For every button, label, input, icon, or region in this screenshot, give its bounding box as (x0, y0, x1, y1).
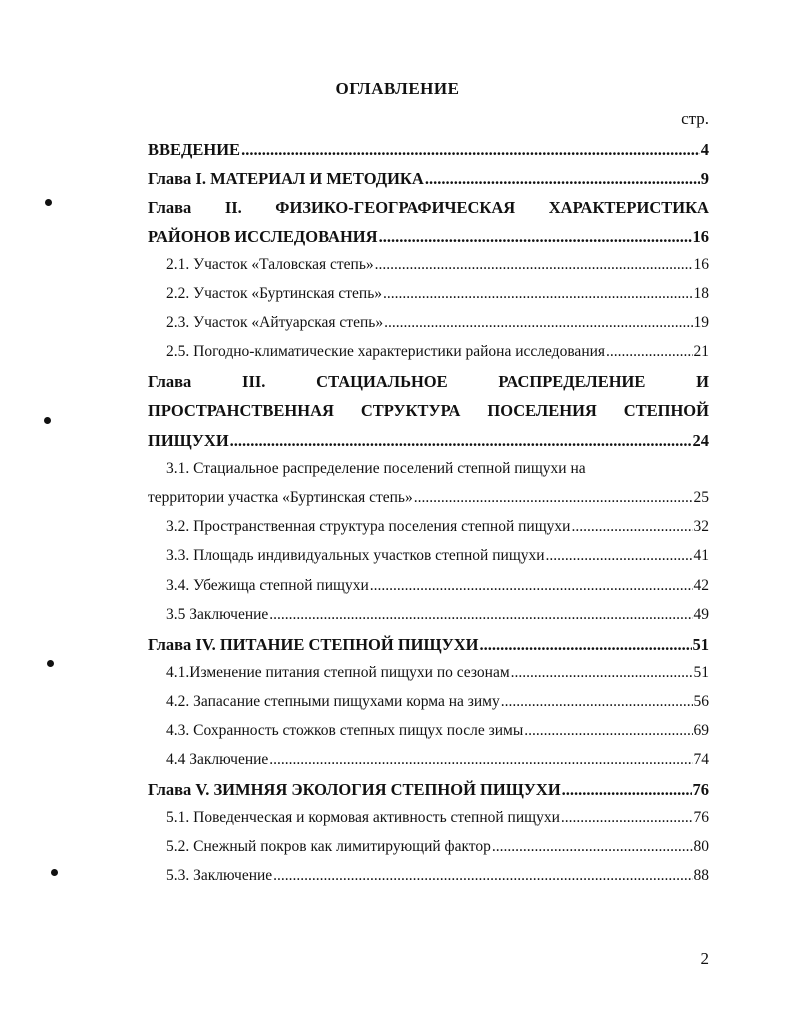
toc-entry-page: 24 (692, 431, 709, 450)
leader-dots (230, 431, 692, 451)
toc-word: СТАЦИАЛЬНОЕ (316, 372, 448, 391)
toc-entry-text: 2.3. Участок «Айтуарская степь» (166, 314, 384, 331)
toc-entry-chapter-3[interactable] (148, 431, 709, 453)
toc-entry-text: Глава I. МАТЕРИАЛ И МЕТОДИКА (148, 169, 424, 188)
toc-entry-page: 25 (693, 489, 709, 506)
leader-dots (480, 635, 692, 655)
toc-word: Глава (148, 372, 192, 391)
toc-entry-page: 16 (692, 227, 709, 246)
leader-dots (370, 577, 693, 595)
toc-entry-text: Глава IV. ПИТАНИЕ СТЕПНОЙ ПИЩУХИ (148, 635, 479, 654)
leader-dots (269, 606, 692, 624)
toc-entry-page: 51 (692, 635, 709, 654)
leader-dots (562, 780, 692, 800)
toc-entry-text: 3.1. Стациальное распределение поселений степной пищухи на (166, 460, 586, 477)
toc-entry-page: 69 (693, 722, 709, 739)
toc-word: РАСПРЕДЕЛЕНИЕ (498, 372, 646, 391)
leader-dots (379, 227, 692, 247)
toc-word: ПОСЕЛЕНИЯ (487, 401, 597, 420)
toc-word: И (696, 372, 709, 391)
toc-entry-page: 41 (693, 547, 709, 564)
toc-entry-page: 32 (693, 518, 709, 535)
toc-word: II. (224, 198, 242, 217)
toc-subentry[interactable] (166, 751, 709, 773)
binder-hole-mark (45, 199, 52, 206)
toc-entry-text: территории участка «Буртинская степь» (148, 489, 413, 506)
toc-subentry[interactable] (166, 285, 709, 307)
toc-entry-page: 16 (693, 256, 709, 273)
toc-entry-text: 5.1. Поведенческая и кормовая активность степной пищухи (166, 809, 560, 826)
toc-word: III. (242, 372, 266, 391)
page-column-label: стр. (681, 109, 709, 128)
toc-subentry[interactable] (166, 664, 709, 686)
leader-dots (501, 693, 693, 711)
toc-entry-chapter-2[interactable] (148, 227, 709, 249)
toc-subentry[interactable] (166, 256, 709, 278)
toc-subentry[interactable] (166, 577, 709, 599)
toc-subentry[interactable] (166, 722, 709, 744)
leader-dots (269, 751, 692, 769)
toc-entry-text: 3.3. Площадь индивидуальных участков степной пищухи (166, 547, 545, 564)
toc-entry-text: 3.4. Убежища степной пищухи (166, 577, 369, 594)
toc-subentry[interactable] (166, 693, 709, 715)
leader-dots (561, 809, 693, 827)
page-number: 2 (700, 949, 709, 968)
toc-subentry[interactable] (166, 547, 709, 569)
leader-dots (606, 343, 692, 361)
toc-subentry[interactable] (166, 518, 709, 540)
leader-dots (571, 518, 692, 536)
leader-dots (241, 140, 700, 160)
binder-hole-mark (47, 660, 54, 667)
toc-subentry[interactable] (166, 314, 709, 336)
toc-entry-text: 2.1. Участок «Таловская степь» (166, 256, 374, 273)
toc-word: СТЕПНОЙ (623, 401, 709, 420)
toc-chapter-2-line-1[interactable] (148, 198, 709, 220)
toc-entry-page: 4 (700, 140, 709, 159)
toc-entry-page: 42 (693, 577, 709, 594)
toc-entry-text: 4.4 Заключение (166, 751, 269, 768)
toc-entry-text: 3.5 Заключение (166, 606, 269, 623)
toc-title: ОГЛАВЛЕНИЕ (335, 79, 460, 98)
toc-entry-page: 88 (693, 867, 709, 884)
toc-entry-text: 4.1.Изменение питания степной пищухи по сезонам (166, 664, 510, 681)
toc-entry-page: 56 (693, 693, 709, 710)
toc-entry-page: 9 (700, 169, 709, 188)
toc-entry-text: 2.2. Участок «Буртинская степь» (166, 285, 383, 302)
toc-entry-text: 4.2. Запасание степными пищухами корма на зиму (166, 693, 500, 710)
toc-entry-text: РАЙОНОВ ИССЛЕДОВАНИЯ (148, 227, 378, 246)
toc-word: ФИЗИКО-ГЕОГРАФИЧЕСКАЯ (275, 198, 516, 217)
toc-entry-text: 2.5. Погодно-климатические характеристики района исследования (166, 343, 606, 360)
leader-dots (492, 838, 693, 856)
toc-subentry-3-1-line-2[interactable] (148, 489, 709, 511)
toc-entry-chapter-1[interactable] (148, 169, 709, 191)
toc-word: ХАРАКТЕРИСТИКА (548, 198, 709, 217)
toc-entry-chapter-4[interactable] (148, 635, 709, 657)
leader-dots (273, 867, 692, 885)
toc-entry-page: 51 (693, 664, 709, 681)
toc-word: Глава (148, 198, 192, 217)
toc-subentry[interactable] (166, 606, 709, 628)
toc-entry-text: 5.3. Заключение (166, 867, 273, 884)
toc-word: ПРОСТРАНСТВЕННАЯ (148, 401, 334, 420)
toc-entry-page: 49 (693, 606, 709, 623)
toc-entry-text: ВВЕДЕНИЕ (148, 140, 241, 159)
toc-entry-page: 21 (693, 343, 709, 360)
leader-dots (383, 285, 692, 303)
binder-hole-mark (44, 417, 51, 424)
toc-subentry[interactable] (166, 838, 709, 860)
toc-entry-text: 5.2. Снежный покров как лимитирующий фактор (166, 838, 491, 855)
toc-entry-page: 18 (693, 285, 709, 302)
toc-word: СТРУКТУРА (360, 401, 461, 420)
toc-subentry[interactable] (166, 867, 709, 889)
leader-dots (375, 256, 693, 274)
toc-entry-page: 74 (693, 751, 709, 768)
toc-entry-text: Глава V. ЗИМНЯЯ ЭКОЛОГИЯ СТЕПНОЙ ПИЩУХИ (148, 780, 561, 799)
leader-dots (384, 314, 692, 332)
toc-subentry[interactable] (166, 809, 709, 831)
leader-dots (546, 547, 693, 565)
leader-dots (425, 169, 700, 189)
toc-entry-text: 3.2. Пространственная структура поселения степной пищухи (166, 518, 571, 535)
toc-entry-text: 4.3. Сохранность стожков степных пищух после зимы (166, 722, 524, 739)
toc-entry-chapter-5[interactable] (148, 780, 709, 802)
toc-chapter-3-line-2[interactable] (148, 401, 709, 423)
toc-chapter-3-line-1[interactable] (148, 372, 709, 394)
leader-dots (524, 722, 692, 740)
toc-entry-page: 19 (693, 314, 709, 331)
toc-entry-text: ПИЩУХИ (148, 431, 229, 450)
toc-subentry-3-1-line-1[interactable] (166, 460, 709, 482)
binder-hole-mark (51, 869, 58, 876)
toc-entry-page: 76 (693, 809, 709, 826)
leader-dots (511, 664, 693, 682)
toc-entry-intro[interactable] (148, 140, 709, 162)
toc-entry-page: 80 (693, 838, 709, 855)
leader-dots (414, 489, 693, 507)
toc-entry-page: 76 (692, 780, 709, 799)
toc-subentry[interactable] (166, 343, 709, 365)
